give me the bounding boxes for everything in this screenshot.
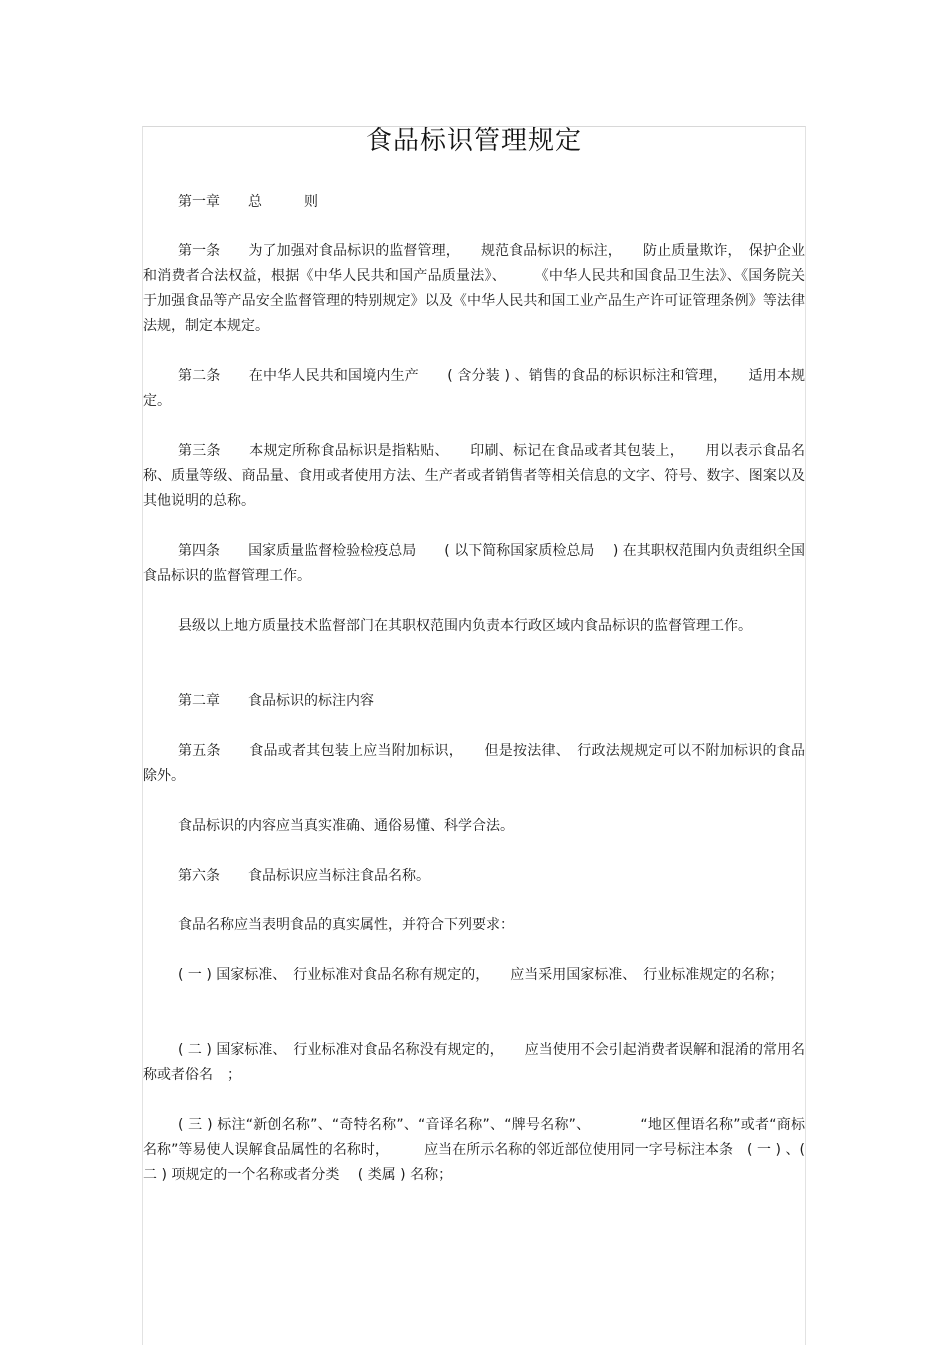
article-5: 第五条 食品或者其包装上应当附加标识， 但是按法律、 行政法规规定可以不附加标识的食品除外。 bbox=[143, 743, 805, 784]
article-4-paragraph-2: 县级以上地方质量技术监督部门在其职权范围内负责本行政区域内食品标识的监督管理工作。 bbox=[178, 618, 752, 634]
article-1: 第一条 为了加强对食品标识的监督管理， 规范食品标识的标注， 防止质量欺诈， 保护企业和消费者合法权益，根据《中华人民共和国产品质量法》、 《中华人民共和国食品卫生法》、《国务院关于加强食品等产品安全监督管理的特别规定》以及《中华人民共和国工业产品生产许可证管理条例》等法律法规，制定本规定。 bbox=[143, 243, 805, 334]
chapter-2-heading: 第二章 食品标识的标注内容 bbox=[178, 693, 374, 709]
article-6-item-2: ( 二 ) 国家标准、 行业标准对食品名称没有规定的， 应当使用不会引起消费者误解和混淆的常用名称或者俗名 ； bbox=[143, 1042, 805, 1083]
article-2: 第二条 在中华人民共和国境内生产 ( 含分装 ) 、销售的食品的标识标注和管理， 适用本规定。 bbox=[143, 368, 805, 409]
document-title: 食品标识管理规定 bbox=[365, 126, 582, 156]
chapter-1-heading: 第一章 总 则 bbox=[178, 194, 318, 210]
article-6-item-1: ( 一 ) 国家标准、 行业标准对食品名称有规定的， 应当采用国家标准、 行业标准规定的名称； bbox=[178, 967, 784, 983]
article-3: 第三条 本规定所称食品标识是指粘贴、 印刷、标记在食品或者其包装上， 用以表示食品名称、质量等级、商品量、食用或者使用方法、生产者或者销售者等相关信息的文字、符号、数字、图案以及其他说明的总称。 bbox=[143, 443, 805, 509]
article-4: 第四条 国家质量监督检验检疫总局 ( 以下简称国家质检总局 ) 在其职权范围内负责组织全国食品标识的监督管理工作。 bbox=[143, 543, 805, 584]
article-6-item-3: ( 三 ) 标注“新创名称”、“奇特名称”、“音译名称”、“牌号名称”、 “地区俚语名称”或者“商标名称”等易使人误解食品属性的名称时， 应当在所示名称的邻近部位使用同一字号标注本条 ( 一 ) 、( 二 ) 项规定的一个名称或者分类 ( 类属 ) 名称； bbox=[143, 1117, 805, 1183]
article-6-paragraph-2: 食品名称应当表明食品的真实属性，并符合下列要求： bbox=[178, 917, 514, 933]
article-5-paragraph-2: 食品标识的内容应当真实准确、通俗易懂、科学合法。 bbox=[178, 818, 514, 834]
article-6: 第六条 食品标识应当标注食品名称。 bbox=[178, 868, 430, 884]
